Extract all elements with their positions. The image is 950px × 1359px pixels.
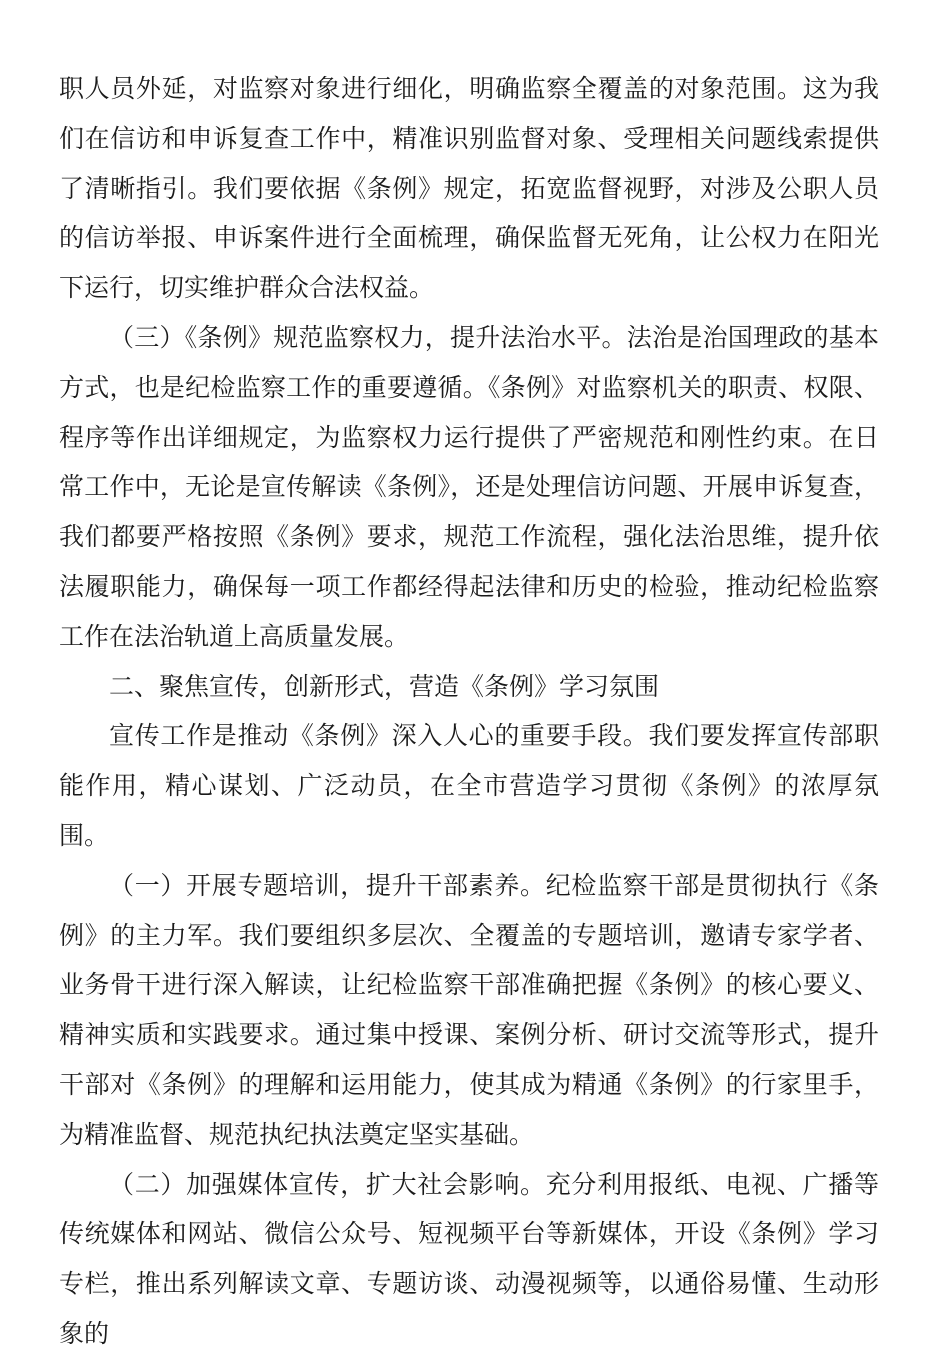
paragraph-section-two-intro: 宣传工作是推动《条例》深入人心的重要手段。我们要发挥宣传部职能作用，精心谋划、广泛动员，在全市营造学习贯彻《条例》的浓厚氛围。 xyxy=(59,721,879,850)
paragraph-subsection-one: （一）开展专题培训，提升干部素养。纪检监察干部是贯彻执行《条例》的主力军。我们要组织多层次、全覆盖的专题培训，邀请专家学者、业务骨干进行深入解读，让纪检监察干部准确把握《条例》的核心要义、精神实质和实践要求。通过集中授课、案例分析、研讨交流等形式，提升干部对《条例》的理解和运用能力，使其成为精通《条例》的行家里手，为精准监督、规范执纪执法奠定坚实基础。 xyxy=(59,870,879,1149)
paragraph-subsection-two: （二）加强媒体宣传，扩大社会影响。充分利用报纸、电视、广播等传统媒体和网站、微信公众号、短视频平台等新媒体，开设《条例》学习专栏，推出系列解读文章、专题访谈、动漫视频等，以通俗易懂、生动形象的 xyxy=(59,1169,879,1348)
paragraph-section-three: （三）《条例》规范监察权力，提升法治水平。法治是治国理政的基本方式，也是纪检监察工作的重要遵循。《条例》对监察机关的职责、权限、程序等作出详细规定，为监察权力运行提供了严密规范和刚性约束。在日常工作中，无论是宣传解读《条例》，还是处理信访问题、开展申诉复查，我们都要严格按照《条例》要求，规范工作流程，强化法治思维，提升依法履职能力，确保每一项工作都经得起法律和历史的检验，推动纪检监察工作在法治轨道上高质量发展。 xyxy=(59,322,879,651)
document-page xyxy=(59,64,879,1359)
heading-section-two: 二、聚焦宣传，创新形式，营造《条例》学习氛围 xyxy=(109,671,660,701)
paragraph-continuation: 职人员外延，对监察对象进行细化，明确监察全覆盖的对象范围。这为我们在信访和申诉复查工作中，精准识别监督对象、受理相关问题线索提供了清晰指引。我们要依据《条例》规定，拓宽监督视野，对涉及公职人员的信访举报、申诉案件进行全面梳理，确保监督无死角，让公权力在阳光下运行，切实维护群众合法权益。 xyxy=(59,74,879,303)
